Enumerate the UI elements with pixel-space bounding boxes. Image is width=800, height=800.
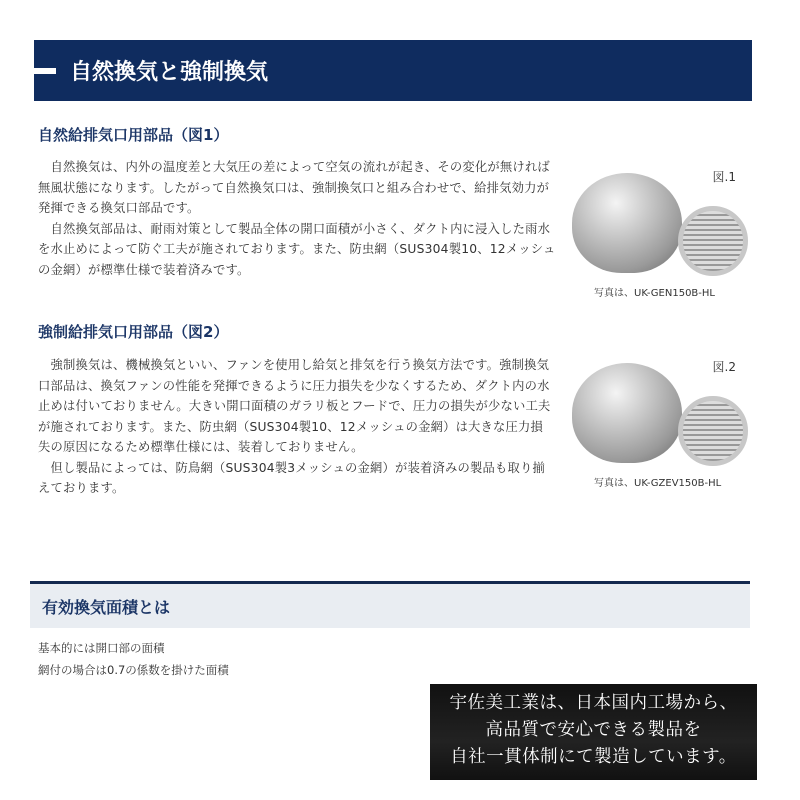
vent-hood-image [572, 173, 682, 273]
text-line: 止めは付いておりません。大きい開口面積のガラリ板とフードで、圧力の損失が少ない工夫 [38, 399, 551, 413]
figure-label: 図.2 [712, 360, 736, 374]
effective-area-title: 有効換気面積とは [42, 598, 171, 617]
company-banner [430, 684, 757, 780]
text-line: 失の原因になるため標準仕様には、装着しておりません。 [38, 440, 364, 454]
vent-grille-image [678, 396, 748, 466]
text-line: 無風状態になります。したがって自然換気口は、強制換気口と組み合わせで、給排気効力が [38, 180, 550, 195]
header-title: 自然換気と強制換気 [70, 60, 269, 85]
figure-caption: 写真は、UK-GZEV150B-HL [594, 478, 722, 489]
figure-2 [572, 358, 752, 489]
section-header [34, 40, 752, 101]
text-line: 自然換気部品は、耐雨対策として製品全体の開口面積が小さく、ダクト内に浸入した雨水 [38, 221, 551, 236]
effective-line: 基本的には開口部の面積 [38, 641, 165, 655]
forced-heading: 強制給排気口用部品（図2） [38, 323, 229, 341]
banner-line: 高品質で安心できる製品を [485, 720, 702, 740]
text-line: を水止めによって防ぐ工夫が施されております。また、防虫網（SUS304製10、12メッシュ [38, 242, 556, 256]
natural-body [38, 157, 578, 280]
vent-grille-image [678, 206, 748, 276]
effective-line: 網付の場合は0.7の係数を掛けた面積 [38, 663, 229, 677]
text-line: 口部品は、換気ファンの性能を発揮できるように圧力損失を少なくするため、ダクト内の水 [38, 378, 550, 393]
vent-hood-image [572, 363, 682, 463]
banner-line: 宇佐美工業は、日本国内工場から、 [449, 693, 738, 713]
text-line: の金網）が標準仕様で装着済みです。 [38, 262, 250, 277]
text-line: 発揮できる換気口部品です。 [38, 201, 200, 215]
figure-caption: 写真は、UK-GEN150B-HL [594, 288, 715, 299]
banner-line: 自社一貫体制にて製造しています。 [450, 747, 737, 767]
text-line: えております。 [38, 481, 125, 495]
text-line: 自然換気は、内外の温度差と大気圧の差によって空気の流れが起き、その変化が無ければ [38, 160, 550, 174]
text-line: 強制換気は、機械換気といい、ファンを使用し給気と排気を行う換気方法です。強制換気 [38, 358, 550, 372]
figure-1 [572, 168, 752, 299]
forced-body [38, 355, 578, 499]
text-line: 但し製品によっては、防鳥網（SUS304製3メッシュの金網）が装着済みの製品も取り揃 [38, 460, 545, 475]
figure-label: 図.1 [712, 170, 736, 184]
natural-heading: 自然給排気口用部品（図1） [38, 126, 229, 144]
header-dash-icon [34, 68, 56, 74]
text-line: が施されております。また、防虫網（SUS304製10、12メッシュの金網）は大きな圧力損 [38, 419, 544, 434]
effective-area-header [30, 581, 750, 628]
